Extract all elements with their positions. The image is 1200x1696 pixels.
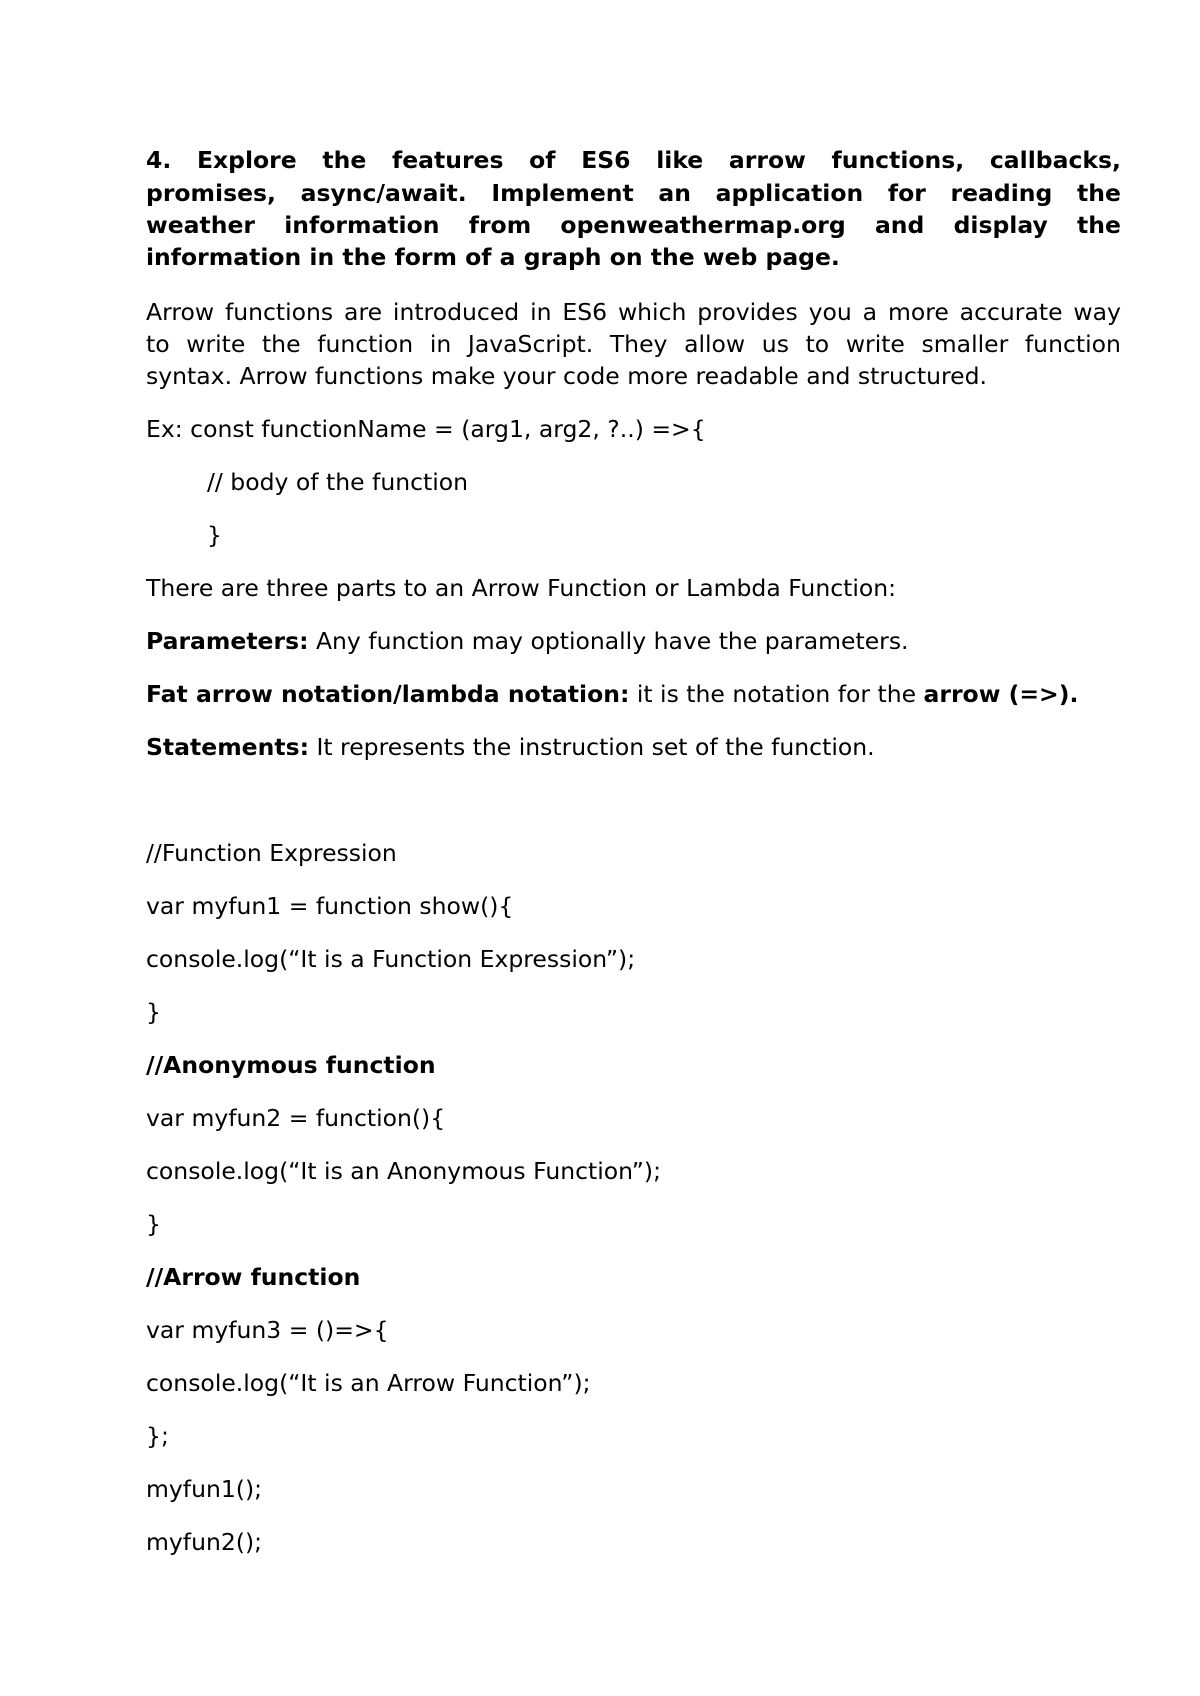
heading-line-2: promises, async/await. Implement an application for reading the [146,179,1121,207]
parameters-text: Any function may optionally have the parameters. [308,627,909,655]
code-line: var myfun3 = ()=>{ [146,1316,389,1344]
code-line: var myfun1 = function show(){ [146,892,514,920]
statements-line [146,733,875,761]
code-line: }; [146,1422,169,1450]
heading-line-3: weather information from openweathermap.org and display the [146,211,1121,239]
code-comment: //Anonymous function [146,1051,436,1079]
code-line: console.log(“It is a Function Expression”); [146,945,636,973]
example-line-3: } [207,521,222,549]
example-line-1: Ex: const functionName = (arg1, arg2, ?..) =>{ [146,415,706,443]
statements-text: It represents the instruction set of the function. [308,733,875,761]
fat-arrow-tail: arrow (=>). [923,680,1079,708]
fat-arrow-text: it is the notation for the [629,680,924,708]
code-comment: //Arrow function [146,1263,361,1291]
code-line: } [146,1210,161,1238]
code-line: } [146,998,161,1026]
example-line-2: // body of the function [207,468,469,496]
fat-arrow-label: Fat arrow notation/lambda notation: [146,680,630,708]
code-line: //Function Expression [146,839,397,867]
intro-line-2: to write the function in JavaScript. They allow us to write smaller function [146,330,1121,358]
code-line: console.log(“It is an Arrow Function”); [146,1369,591,1397]
code-line: var myfun2 = function(){ [146,1104,446,1132]
parameters-label: Parameters: [146,627,309,655]
code-line: myfun2(); [146,1528,263,1556]
fat-arrow-line [146,680,1079,708]
statements-label: Statements: [146,733,309,761]
code-line: console.log(“It is an Anonymous Function”); [146,1157,662,1185]
heading-line-4: information in the form of a graph on the web page. [146,243,840,271]
intro-line-3: syntax. Arrow functions make your code more readable and structured. [146,362,987,390]
intro-line-1: Arrow functions are introduced in ES6 which provides you a more accurate way [146,298,1121,326]
parts-intro: There are three parts to an Arrow Function or Lambda Function: [146,574,897,602]
parameters-line [146,627,909,655]
heading-line-1: 4. Explore the features of ES6 like arrow functions, callbacks, [146,146,1121,174]
code-line: myfun1(); [146,1475,263,1503]
